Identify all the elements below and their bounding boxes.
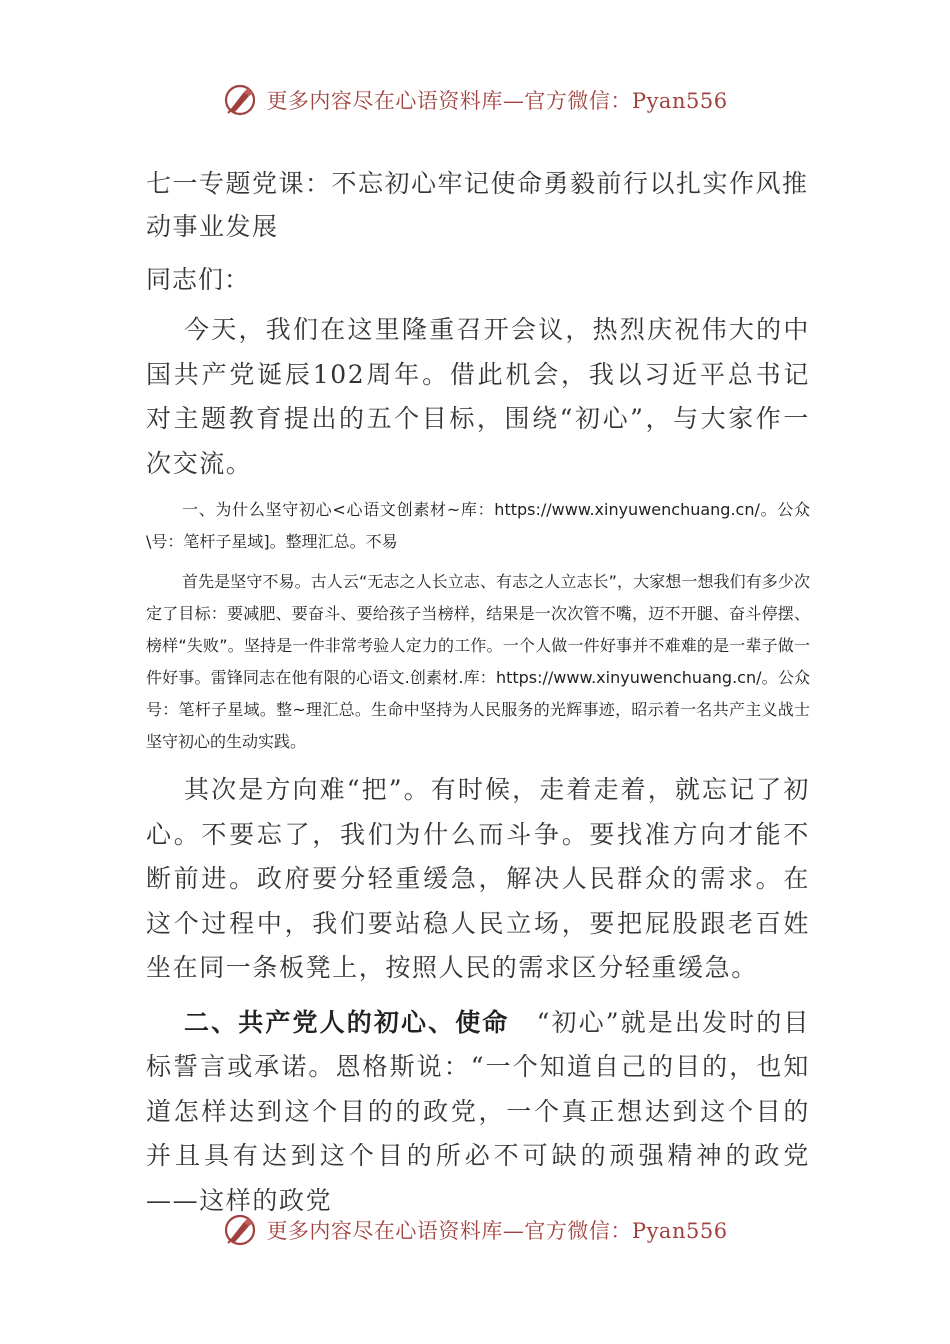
paragraph-direction: 其次是方向难“把”。有时候，走着走着，就忘记了初心。不要忘了，我们为什么而斗争。要找准方向才能不断前进。政府要分轻重缓急，解决人民群众的需求。在这个过程中，我们要站稳人民立场，要把屁股跟老百姓坐在同一条板凳上，按照人民的需求区分轻重缓急。	[146, 775, 810, 982]
pen-nib-logo-icon	[222, 1212, 258, 1248]
footer-banner	[0, 1212, 950, 1248]
paragraph-persistence: 首先是坚守不易。古人云“无志之人长立志、有志之人立志长”，大家想一想我们有多少次定了目标：要减肥、要奋斗、要给孩子当榜样，结果是一次次管不嘴，迈不开腿、奋斗停摆、榜样“失败”。坚持是一件非常考验人定力的工作。一个人做一件好事并不难难的是一辈子做一件好事。雷锋同志在他有限的心语文.创素材.库：https://www.xinyuwenchuang.cn/。公众号：笔杆子星域。整~理汇总。生命中坚持为人民服务的光辉事迹，昭示着一名共产主义战士坚守初心的生动实践。	[146, 572, 810, 751]
section-2-heading: 二、共产党人的初心、使命	[184, 1007, 510, 1037]
header-banner	[0, 82, 950, 118]
pen-nib-logo-icon	[222, 82, 258, 118]
paragraph-section-2	[146, 1001, 810, 1224]
document-title: 七一专题党课：不忘初心牢记使命勇毅前行以扎实作风推动事业发展	[146, 169, 809, 241]
section-1-heading: 一、为什么坚守初心<心语文创素材~库：https://www.xinyuwenchuang.cn/。公众\号：笔杆子星域]。整理汇总。不易	[146, 500, 810, 551]
banner-text: 更多内容尽在心语资料库—官方微信：Pyan556	[266, 1219, 728, 1243]
paragraph-intro: 今天，我们在这里隆重召开会议，热烈庆祝伟大的中国共产党诞辰102周年。借此机会，我以习近平总书记对主题教育提出的五个目标，围绕“初心”，与大家作一次交流。	[146, 315, 810, 478]
banner-text: 更多内容尽在心语资料库—官方微信：Pyan556	[266, 89, 728, 113]
greeting: 同志们：	[146, 265, 251, 294]
paragraph-initial-mind: “初心”就是出发时的目标誓言或承诺。恩格斯说：“一个知道自己的目的，也知道怎样达到这个目的的政党，一个真正想达到这个目的并且具有达到这个目的所必不可缺的顽强精神的政党——这样的政党	[146, 1007, 810, 1215]
document-body	[146, 162, 810, 1223]
